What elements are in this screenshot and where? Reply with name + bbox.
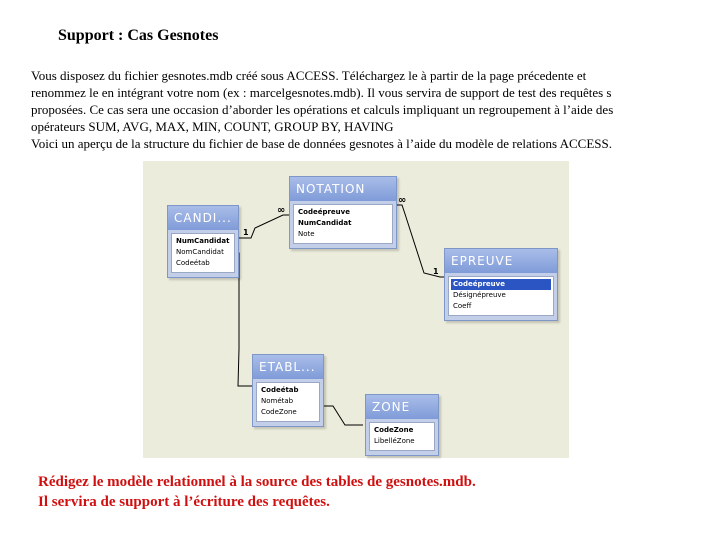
field-coeff[interactable]: Coeff (453, 302, 472, 310)
field-codezone[interactable]: CodeZone (261, 408, 297, 416)
intro-line: opérateurs SUM, AVG, MAX, MIN, COUNT, GROUP BY, HAVING (31, 119, 394, 134)
table-epreuve[interactable] (444, 248, 558, 321)
link-etabl-zone (321, 406, 363, 425)
instruction-line: Rédigez le modèle relationnel à la source des tables de gesnotes.mdb. (38, 474, 476, 490)
field-codezone[interactable]: CodeZone (374, 426, 414, 434)
cardinality-many: ∞ (398, 195, 407, 206)
field-list[interactable] (171, 233, 235, 273)
field-note[interactable]: Note (298, 230, 315, 238)
intro-line: Voici un aperçu de la structure du fichier de base de données gesnotes à l’aide du modèle de relations ACCESS. (31, 136, 612, 151)
table-etabl[interactable] (252, 354, 324, 427)
field-codeepreuve[interactable]: Codeépreuve (451, 279, 551, 290)
field-list[interactable] (369, 422, 435, 451)
instruction-line: Il servira de support à l’écriture des requêtes. (38, 494, 330, 510)
cardinality-one: 1 (243, 228, 249, 237)
page-title: Support : Cas Gesnotes (58, 27, 219, 44)
table-zone[interactable] (365, 394, 439, 456)
table-title: ETABL... (253, 355, 323, 379)
field-codeetab[interactable]: Codeétab (176, 259, 210, 267)
field-libellezone[interactable]: LibelléZone (374, 437, 415, 445)
intro-paragraph (31, 67, 696, 152)
field-nometab[interactable]: Nométab (261, 397, 294, 405)
table-title: CANDI... (168, 206, 238, 230)
intro-line: Vous disposez du fichier gesnotes.mdb créé sous ACCESS. Téléchargez le à partir de la page précedente et (31, 68, 587, 83)
field-list[interactable] (448, 276, 554, 316)
field-list[interactable] (256, 382, 320, 422)
field-designepreuve[interactable]: Désignépreuve (453, 291, 506, 299)
relations-diagram (143, 161, 569, 458)
table-candidat[interactable] (167, 205, 239, 278)
intro-line: proposées. Ce cas sera une occasion d’aborder les opérations et calculs impliquant un regroupement à l’aide des (31, 102, 614, 117)
field-list[interactable] (293, 204, 393, 244)
intro-line: renommez le en intégrant votre nom (ex : marcelgesnotes.mdb). Il vous servira de support de test des requêtes s (31, 85, 612, 100)
field-numcandidat[interactable]: NumCandidat (176, 237, 230, 245)
cardinality-many: ∞ (277, 205, 286, 216)
field-codeetab[interactable]: Codeétab (261, 386, 299, 394)
instruction-text (38, 472, 476, 512)
table-title: ZONE (366, 395, 438, 419)
table-title: EPREUVE (445, 249, 557, 273)
field-nomcandidat[interactable]: NomCandidat (176, 248, 224, 256)
table-notation[interactable] (289, 176, 397, 249)
cardinality-one: 1 (433, 267, 439, 276)
table-title: NOTATION (290, 177, 396, 201)
field-numcandidat[interactable]: NumCandidat (298, 219, 352, 227)
field-codeepreuve[interactable]: Codeépreuve (298, 208, 350, 216)
